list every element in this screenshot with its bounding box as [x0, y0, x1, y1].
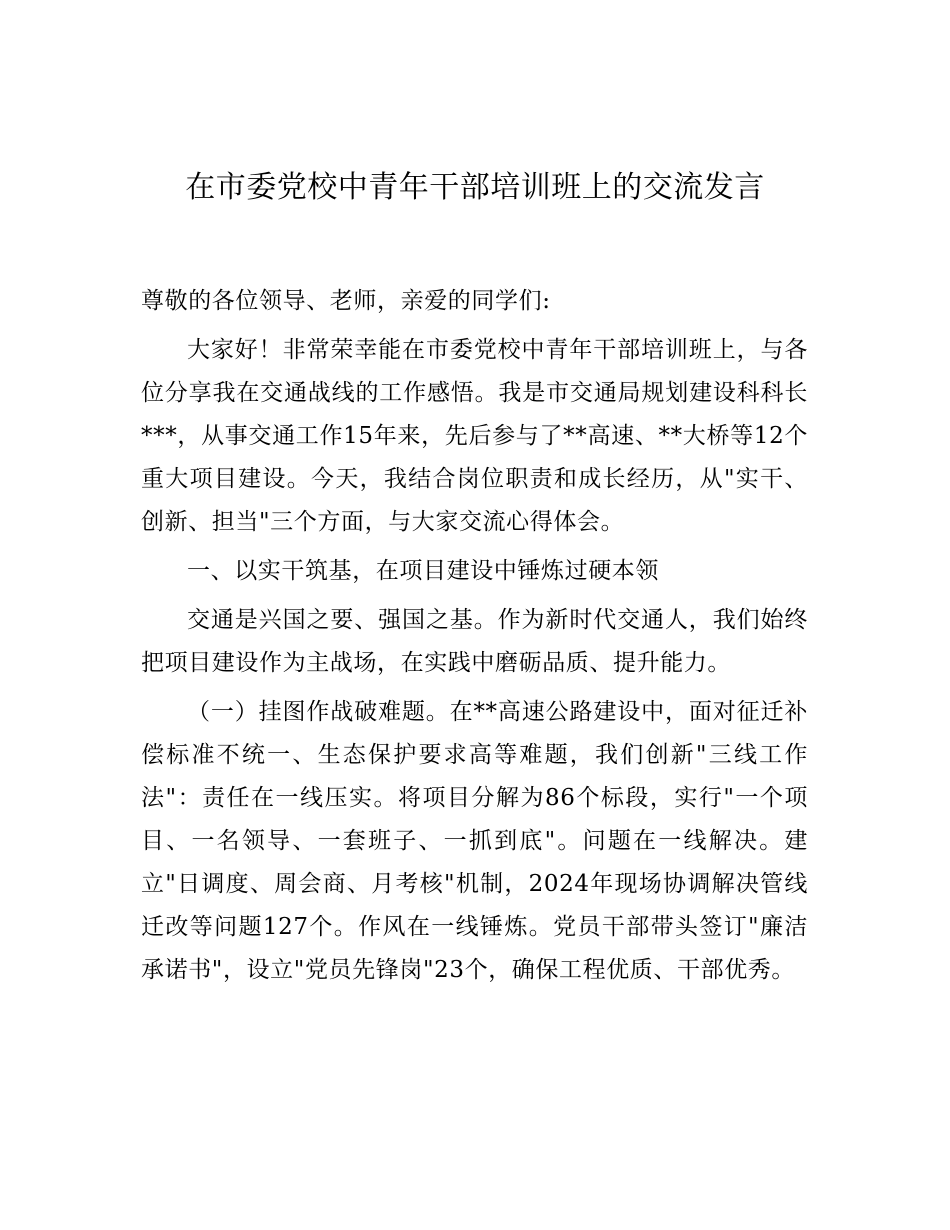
- document-body: [141, 280, 808, 992]
- paragraph-section-1-intro: 交通是兴国之要、强国之基。作为新时代交通人，我们始终把项目建设作为主战场，在实践中磨砺品质、提升能力。: [141, 607, 808, 676]
- paragraph-subsection-1: （一）挂图作战破难题。在**高速公路建设中，面对征迁补偿标准不统一、生态保护要求高等难题，我们创新"三线工作法"：责任在一线压实。将项目分解为86个标段，实行"一个项目、一名领导、一套班子、一抓到底"。问题在一线解决。建立"日调度、周会商、月考核"机制，2024年现场协调解决管线迁改等问题127个。作风在一线锤炼。党员干部带头签订"廉洁承诺书"，设立"党员先锋岗"23个，确保工程优质、干部优秀。: [141, 699, 808, 983]
- page-title: 在市委党校中青年干部培训班上的交流发言: [185, 170, 765, 205]
- section-heading-1: 一、以实干筑基，在项目建设中锤炼过硬本领: [187, 558, 659, 584]
- salutation: 尊敬的各位领导、老师，亲爱的同学们:: [141, 288, 551, 314]
- paragraph-intro: 大家好！非常荣幸能在市委党校中青年干部培训班上，与各位分享我在交通战线的工作感悟。我是市交通局规划建设科科长***，从事交通工作15年来，先后参与了**高速、**大桥等12个重大项目建设。今天，我结合岗位职责和成长经历，从"实干、创新、担当"三个方面，与大家交流心得体会。: [141, 337, 808, 535]
